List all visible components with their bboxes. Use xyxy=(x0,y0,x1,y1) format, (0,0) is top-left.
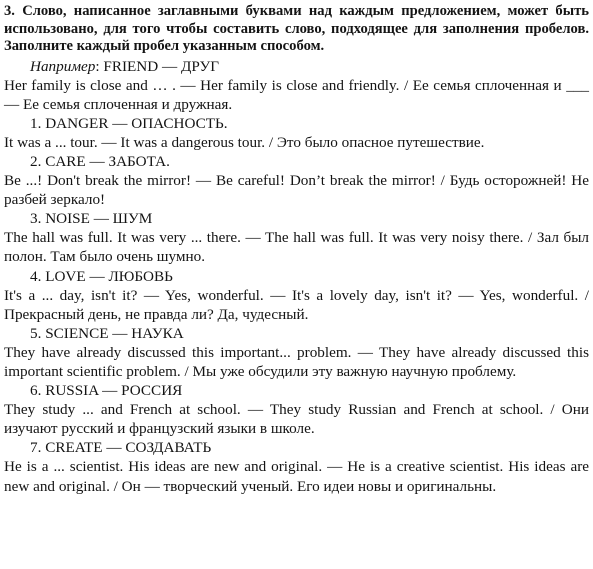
item-heading: 1. DANGER — ОПАСНОСТЬ. xyxy=(30,114,228,132)
item-heading: 7. CREATE — СОЗДАВАТЬ xyxy=(30,439,212,457)
item-heading: 2. CARE — ЗАБОТА. xyxy=(30,152,170,170)
item-text: Be ...! Don't break the mirror! — Be careful! Don’t break the mirror! / Будь осторожней! Не разбей зеркало! xyxy=(4,172,589,209)
task-instructions xyxy=(4,3,589,56)
item-text: They have already discussed this important... problem. — They have already discussed this important scientific problem. / Мы уже обсудили эту важную научную проблему. xyxy=(4,343,589,380)
item-heading: 4. LOVE — ЛЮБОВЬ xyxy=(30,267,173,285)
example-word: : FRIEND — ДРУГ xyxy=(95,57,219,75)
item-text: He is a ... scientist. His ideas are new and original. — He is a creative scientist. His ideas are new and original. / Он — творческий ученый. Его идеи новы и оригинальны. xyxy=(4,458,589,495)
item-text: The hall was full. It was very ... there. — The hall was full. It was very noisy there. / Зал был полон. Там было очень шумно. xyxy=(4,229,589,266)
task-number: 3. xyxy=(4,3,15,19)
task-text: Слово, написанное заглавными буквами над каждым предложением, может быть использовано, для того чтобы составить слово, подходящее для заполнения пробелов. Заполните каждый пробел указанным способом. xyxy=(4,3,589,54)
item-text: They study ... and French at school. — They study Russian and French at school. / Они изучают русский и французский языки в школе. xyxy=(4,401,589,438)
example-label: Например xyxy=(30,57,96,75)
item-heading: 5. SCIENCE — НАУКА xyxy=(30,324,184,342)
item-heading: 3. NOISE — ШУМ xyxy=(30,210,153,228)
item-text: It's a ... day, isn't it? — Yes, wonderful. — It's a lovely day, isn't it? — Yes, wonderful. / Прекрасный день, не правда ли? Да, чудесный. xyxy=(4,286,589,323)
item-heading: 6. RUSSIA — РОССИЯ xyxy=(30,382,183,400)
example-heading xyxy=(4,57,589,76)
item-text: It was a ... tour. — It was a dangerous tour. / Это было опасное путешествие. xyxy=(4,133,485,151)
example-text: Her family is close and … . — Her family is close and friendly. / Ее семья сплоченная и ___ — Ее семья сплоченная и дружная. xyxy=(4,76,589,113)
